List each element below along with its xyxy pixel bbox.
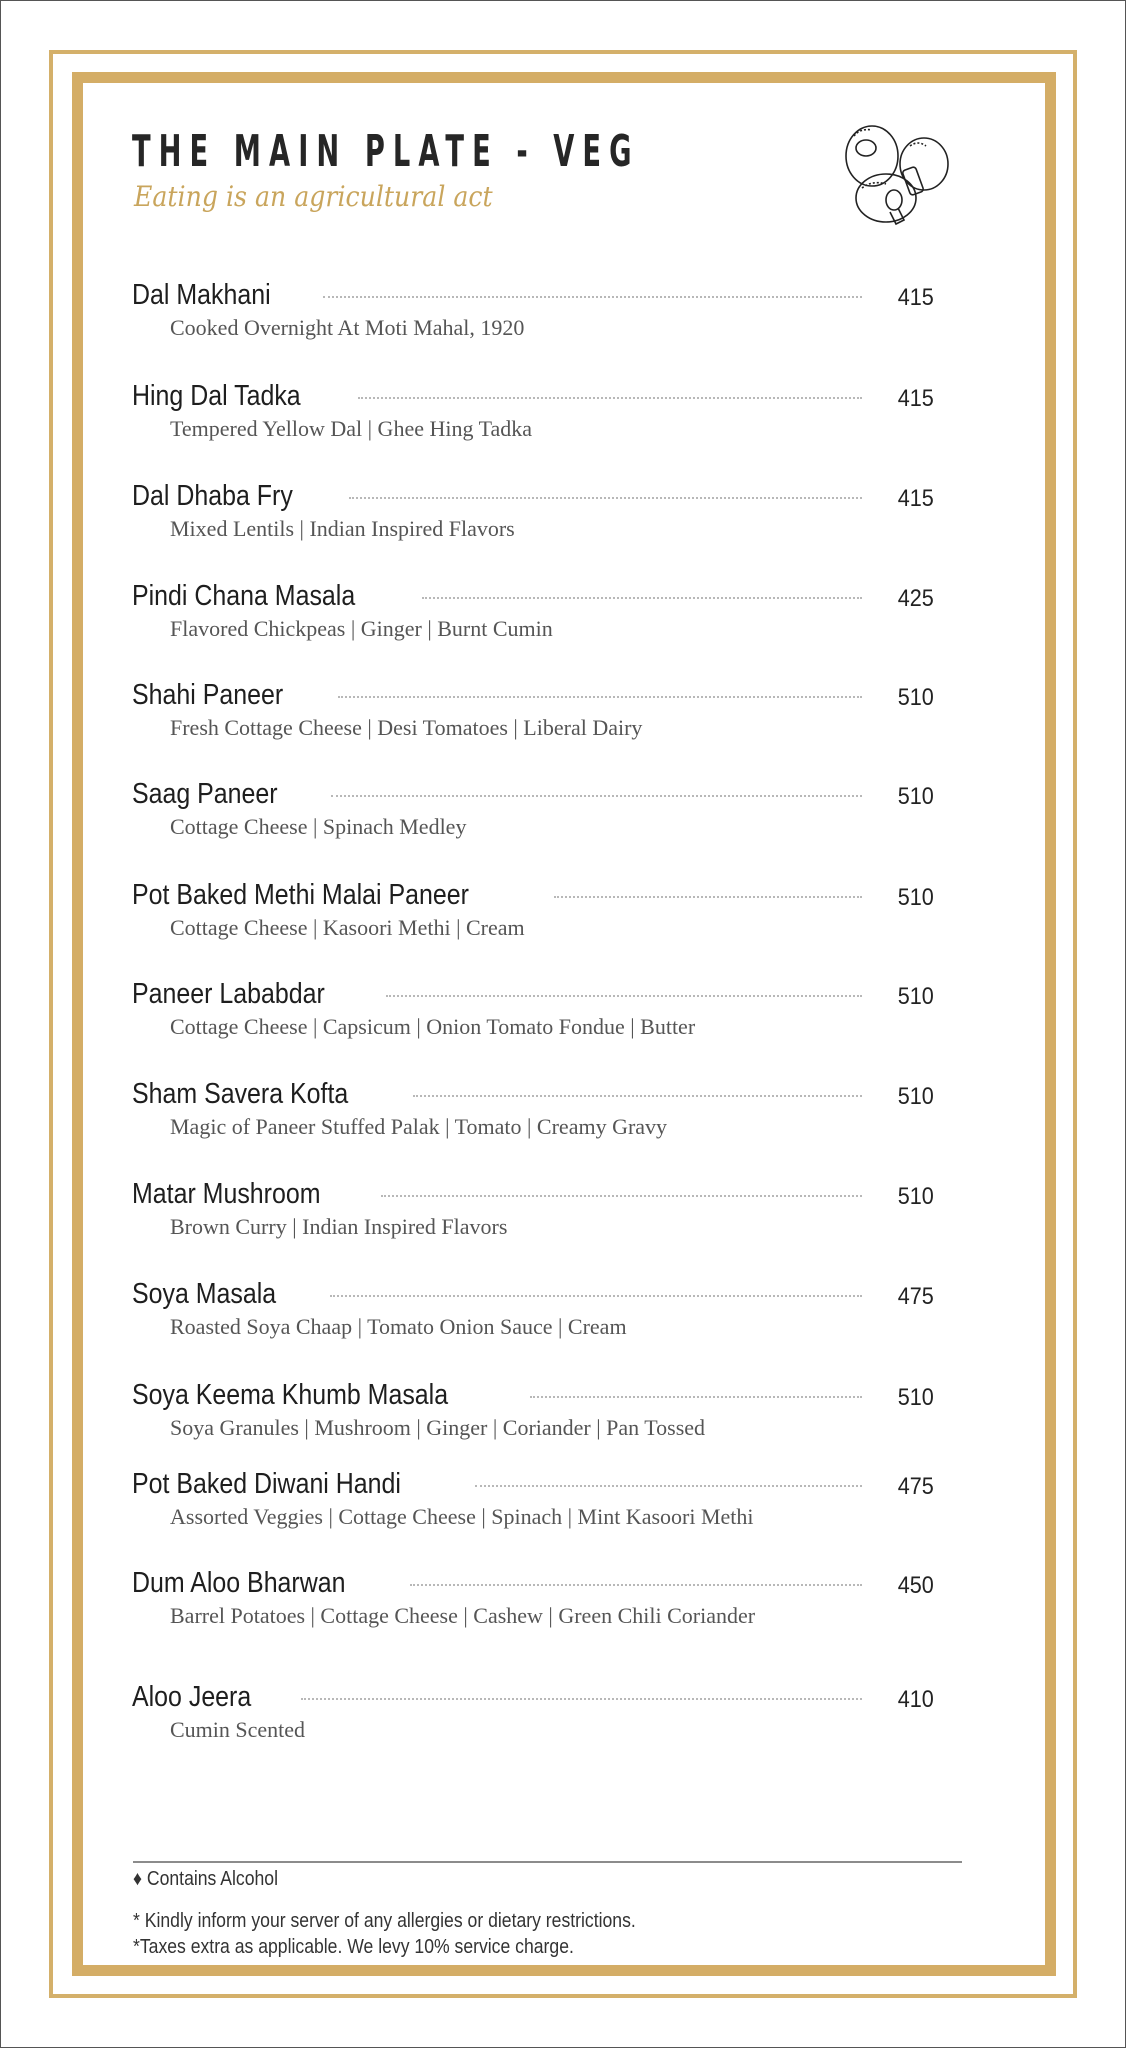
menu-item (132, 278, 936, 341)
alcohol-legend (133, 1868, 278, 1891)
menu-item-price: 425 (897, 585, 934, 612)
menu-item (132, 1277, 936, 1340)
menu-item-row (132, 878, 936, 912)
menu-item-description: Soya Granules | Mushroom | Ginger | Coriander | Pan Tossed (170, 1415, 706, 1440)
menu-item-name-wrap (132, 1468, 445, 1501)
menu-item-price: 450 (897, 1572, 934, 1599)
menu-item-name: Aloo Jeera (132, 1681, 252, 1713)
menu-item-price: 510 (897, 884, 934, 911)
dotted-leader (331, 795, 862, 797)
menu-item-name-wrap (132, 279, 293, 312)
menu-item-name: Hing Dal Tadka (132, 380, 301, 412)
menu-item (132, 379, 936, 442)
dotted-leader (323, 296, 862, 298)
menu-item-row (132, 1566, 936, 1600)
menu-item-name-wrap (132, 1078, 383, 1111)
menu-item-description: Cooked Overnight At Moti Mahal, 1920 (170, 315, 525, 340)
menu-item-description: Cottage Cheese | Spinach Medley (170, 814, 467, 839)
menu-item-name-wrap (132, 879, 524, 912)
footer-divider (133, 1861, 962, 1863)
menu-item-price: 475 (897, 1473, 934, 1500)
menu-item (132, 479, 936, 542)
menu-item-name: Pot Baked Methi Malai Paneer (132, 879, 469, 911)
menu-item-description: Cottage Cheese | Kasoori Methi | Cream (170, 915, 525, 940)
menu-item-name: Sham Savera Kofta (132, 1078, 349, 1110)
menu-item (132, 1077, 936, 1140)
menu-item-description: Assorted Veggies | Cottage Cheese | Spinach | Mint Kasoori Methi (170, 1504, 754, 1529)
menu-item-name-wrap (132, 580, 392, 613)
dotted-leader (330, 1295, 862, 1297)
menu-item-description: Cottage Cheese | Capsicum | Onion Tomato Fondue | Butter (170, 1014, 696, 1039)
menu-item-price: 475 (897, 1283, 934, 1310)
menu-item (132, 777, 936, 840)
tax-note: *Taxes extra as applicable. We levy 10% service charge. (133, 1936, 574, 1958)
menu-item-name-wrap (132, 480, 319, 513)
menu-item-description: Roasted Soya Chaap | Tomato Onion Sauce | Cream (170, 1314, 627, 1339)
allergy-note: * Kindly inform your server of any allergies or dietary restrictions. (133, 1910, 636, 1932)
menu-item-row (132, 1277, 936, 1311)
menu-item-name: Pindi Chana Masala (132, 580, 356, 612)
menu-item-name: Matar Mushroom (132, 1178, 321, 1210)
mushroom-illustration-icon (832, 116, 964, 228)
dotted-leader (422, 597, 862, 599)
menu-item-name-wrap (132, 1681, 271, 1714)
menu-item (132, 878, 936, 941)
menu-item-description: Cumin Scented (170, 1717, 306, 1742)
menu-item-name: Soya Masala (132, 1278, 277, 1310)
dotted-leader (410, 1584, 862, 1586)
alcohol-legend-label: Contains Alcohol (146, 1868, 278, 1890)
menu-item-price: 415 (897, 485, 934, 512)
menu-item-price: 415 (897, 284, 934, 311)
menu-item-price: 510 (897, 983, 934, 1010)
menu-item-price: 510 (897, 1083, 934, 1110)
menu-item-name-wrap (132, 1379, 500, 1412)
menu-item-name: Paneer Lababdar (132, 978, 325, 1010)
menu-item-row (132, 479, 936, 513)
menu-item-row (132, 1077, 936, 1111)
menu-item-description: Flavored Chickpeas | Ginger | Burnt Cumin (170, 616, 553, 641)
dotted-leader (386, 995, 862, 997)
menu-title: THE MAIN PLATE - VEG (132, 126, 640, 177)
menu-item-name: Saag Paneer (132, 778, 278, 810)
menu-item-row (132, 977, 936, 1011)
menu-item-description: Tempered Yellow Dal | Ghee Hing Tadka (170, 416, 533, 441)
menu-item-price: 510 (897, 684, 934, 711)
menu-item-name: Shahi Paneer (132, 679, 284, 711)
dotted-leader (413, 1095, 862, 1097)
menu-item-description: Brown Curry | Indian Inspired Flavors (170, 1214, 508, 1239)
menu-item-row (132, 1177, 936, 1211)
menu-item-name-wrap (132, 380, 328, 413)
menu-item-price: 510 (897, 1183, 934, 1210)
dotted-leader (381, 1195, 862, 1197)
menu-item-name-wrap (132, 1278, 300, 1311)
diamond-icon: ♦ (133, 1868, 142, 1890)
menu-item-row (132, 1680, 936, 1714)
menu-item-row (132, 1378, 936, 1412)
menu-item-row (132, 678, 936, 712)
dotted-leader (530, 1396, 862, 1398)
menu-item (132, 1467, 936, 1530)
menu-item (132, 1177, 936, 1240)
menu-item-name: Dal Dhaba Fry (132, 480, 293, 512)
menu-item-row (132, 777, 936, 811)
menu-item-row (132, 278, 936, 312)
menu-item (132, 1378, 936, 1441)
menu-item-name: Pot Baked Diwani Handi (132, 1468, 401, 1500)
dotted-leader (301, 1698, 862, 1700)
menu-item-price: 510 (897, 1384, 934, 1411)
menu-item-name-wrap (132, 778, 301, 811)
dotted-leader (349, 497, 862, 499)
menu-item (132, 1680, 936, 1743)
menu-item-price: 415 (897, 385, 934, 412)
menu-item-name-wrap (132, 1567, 380, 1600)
menu-item-description: Mixed Lentils | Indian Inspired Flavors (170, 516, 515, 541)
menu-item-description: Barrel Potatoes | Cottage Cheese | Cashew | Green Chili Coriander (170, 1603, 756, 1628)
menu-item-name-wrap (132, 978, 356, 1011)
menu-item-price: 410 (897, 1686, 934, 1713)
menu-item-row (132, 1467, 936, 1501)
menu-item (132, 678, 936, 741)
menu-tagline: Eating is an agricultural act (134, 180, 493, 213)
menu-item-price: 510 (897, 783, 934, 810)
menu-item (132, 1566, 936, 1629)
menu-item-name: Dum Aloo Bharwan (132, 1567, 346, 1599)
menu-item (132, 977, 936, 1040)
dotted-leader (358, 397, 862, 399)
menu-item-name: Dal Makhani (132, 279, 271, 311)
menu-item (132, 579, 936, 642)
dotted-leader (338, 696, 862, 698)
menu-item-description: Magic of Paneer Stuffed Palak | Tomato | Creamy Gravy (170, 1114, 668, 1139)
dotted-leader (475, 1485, 862, 1487)
menu-item-name-wrap (132, 1178, 351, 1211)
dotted-leader (554, 896, 862, 898)
menu-item-row (132, 579, 936, 613)
menu-item-name: Soya Keema Khumb Masala (132, 1379, 449, 1411)
menu-item-description: Fresh Cottage Cheese | Desi Tomatoes | Liberal Dairy (170, 715, 643, 740)
menu-item-row (132, 379, 936, 413)
menu-item-name-wrap (132, 679, 308, 712)
